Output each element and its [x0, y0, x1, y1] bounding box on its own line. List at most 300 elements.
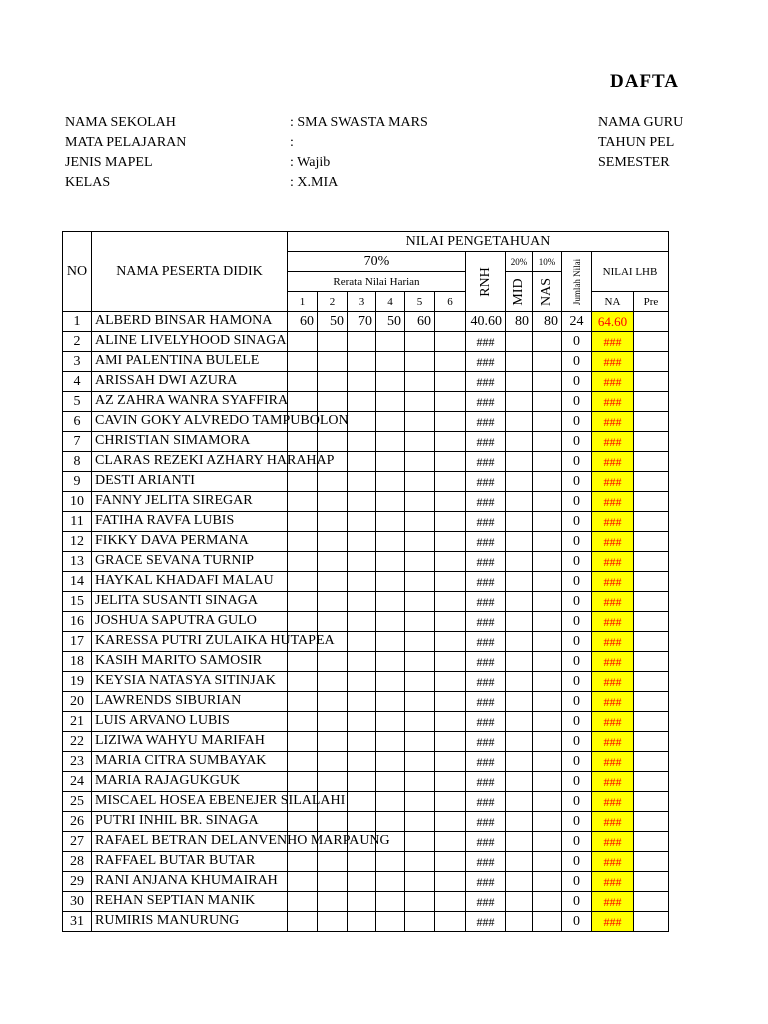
- cell-harian-4: [376, 872, 405, 892]
- cell-harian-4: [376, 772, 405, 792]
- cell-no: 20: [63, 692, 92, 712]
- cell-no: 19: [63, 672, 92, 692]
- cell-pre: [634, 332, 669, 352]
- cell-pre: [634, 412, 669, 432]
- cell-harian-6: [435, 372, 466, 392]
- cell-no: 24: [63, 772, 92, 792]
- cell-harian-3: [348, 572, 376, 592]
- cell-name: [92, 312, 288, 332]
- table-row: [63, 812, 669, 832]
- cell-harian-3: [348, 732, 376, 752]
- cell-nas: [533, 592, 562, 612]
- cell-harian-6: [435, 572, 466, 592]
- cell-na: ###: [592, 912, 634, 932]
- cell-harian-3: [348, 692, 376, 712]
- cell-rnh: ###: [466, 872, 506, 892]
- cell-name: [92, 432, 288, 452]
- cell-no: 10: [63, 492, 92, 512]
- cell-na: ###: [592, 532, 634, 552]
- cell-harian-5: [405, 712, 435, 732]
- cell-harian-5: [405, 812, 435, 832]
- cell-harian-3: [348, 452, 376, 472]
- cell-rnh: ###: [466, 392, 506, 412]
- cell-harian-5: [405, 452, 435, 472]
- cell-harian-1: [288, 572, 318, 592]
- cell-harian-1: [288, 772, 318, 792]
- header-harian-1: 1: [288, 292, 318, 312]
- cell-na: ###: [592, 632, 634, 652]
- header-nas: [533, 272, 562, 312]
- cell-na: 64.60: [592, 312, 634, 332]
- table-row: [63, 892, 669, 912]
- table-row: [63, 472, 669, 492]
- cell-na: ###: [592, 592, 634, 612]
- cell-pre: [634, 672, 669, 692]
- cell-harian-2: [318, 592, 348, 612]
- grade-table: [62, 231, 669, 932]
- header-pct20: 20%: [506, 252, 533, 272]
- cell-harian-1: [288, 692, 318, 712]
- cell-name: [92, 652, 288, 672]
- cell-harian-3: [348, 432, 376, 452]
- cell-mid: [506, 892, 533, 912]
- cell-harian-3: [348, 612, 376, 632]
- header-harian-6: 6: [435, 292, 466, 312]
- cell-harian-3: [348, 592, 376, 612]
- cell-mid: [506, 832, 533, 852]
- cell-harian-6: [435, 752, 466, 772]
- cell-name: [92, 792, 346, 812]
- cell-pre: [634, 492, 669, 512]
- cell-jumlah: 0: [562, 812, 592, 832]
- table-row: [63, 612, 669, 632]
- cell-harian-6: [435, 692, 466, 712]
- cell-harian-4: [376, 392, 405, 412]
- cell-nas: 80: [533, 312, 562, 332]
- header-harian-2: 2: [318, 292, 348, 312]
- student-name: LIZIWA WAHYU MARIFAH: [95, 733, 265, 748]
- cell-rnh: ###: [466, 472, 506, 492]
- cell-rnh: 40.60: [466, 312, 506, 332]
- cell-harian-3: [348, 352, 376, 372]
- cell-na: ###: [592, 352, 634, 372]
- header-harian-4: 4: [376, 292, 405, 312]
- table-row: [63, 552, 669, 572]
- cell-harian-1: [288, 512, 318, 532]
- cell-harian-6: [435, 812, 466, 832]
- cell-harian-4: [376, 552, 405, 572]
- cell-harian-4: [376, 512, 405, 532]
- cell-harian-5: [405, 772, 435, 792]
- cell-pre: [634, 792, 669, 812]
- cell-harian-6: [435, 772, 466, 792]
- table-row: [63, 752, 669, 772]
- student-name: FIKKY DAVA PERMANA: [95, 533, 249, 548]
- cell-mid: [506, 432, 533, 452]
- cell-mid: [506, 452, 533, 472]
- cell-harian-5: 60: [405, 312, 435, 332]
- cell-jumlah: 24: [562, 312, 592, 332]
- cell-na: ###: [592, 772, 634, 792]
- cell-name: [92, 532, 288, 552]
- info-label: KELAS: [65, 175, 111, 190]
- cell-na: ###: [592, 692, 634, 712]
- cell-jumlah: 0: [562, 912, 592, 932]
- cell-harian-3: [348, 512, 376, 532]
- cell-harian-6: [435, 732, 466, 752]
- cell-harian-3: [348, 392, 376, 412]
- cell-harian-3: [348, 772, 376, 792]
- cell-harian-5: [405, 412, 435, 432]
- cell-na: ###: [592, 512, 634, 532]
- cell-rnh: ###: [466, 352, 506, 372]
- cell-na: ###: [592, 732, 634, 752]
- table-row: [63, 792, 669, 812]
- student-name: MISCAEL HOSEA EBENEJER SILALAHI: [95, 793, 346, 808]
- cell-pre: [634, 812, 669, 832]
- cell-no: 25: [63, 792, 92, 812]
- cell-harian-4: 50: [376, 312, 405, 332]
- info-label: MATA PELAJARAN: [65, 135, 187, 150]
- cell-no: 30: [63, 892, 92, 912]
- cell-nas: [533, 412, 562, 432]
- info-value: :: [290, 135, 294, 150]
- header-na: NA: [592, 292, 634, 312]
- table-row: [63, 872, 669, 892]
- cell-jumlah: 0: [562, 392, 592, 412]
- cell-harian-4: [376, 892, 405, 912]
- cell-harian-5: [405, 572, 435, 592]
- student-name: FANNY JELITA SIREGAR: [95, 493, 253, 508]
- cell-harian-6: [435, 552, 466, 572]
- info-value: : Wajib: [290, 155, 331, 170]
- cell-pre: [634, 552, 669, 572]
- cell-harian-4: [376, 652, 405, 672]
- cell-harian-5: [405, 592, 435, 612]
- cell-pre: [634, 472, 669, 492]
- cell-rnh: ###: [466, 552, 506, 572]
- cell-harian-4: [376, 732, 405, 752]
- cell-harian-1: [288, 652, 318, 672]
- table-row: [63, 672, 669, 692]
- table-row: [63, 452, 669, 472]
- student-name: CAVIN GOKY ALVREDO TAMPUBOLON: [95, 413, 349, 428]
- table-row: [63, 332, 669, 352]
- cell-no: 28: [63, 852, 92, 872]
- student-name: PUTRI INHIL BR. SINAGA: [95, 813, 259, 828]
- cell-rnh: ###: [466, 372, 506, 392]
- cell-harian-6: [435, 312, 466, 332]
- cell-harian-5: [405, 872, 435, 892]
- header-pct10: 10%: [533, 252, 562, 272]
- cell-harian-4: [376, 432, 405, 452]
- cell-no: 9: [63, 472, 92, 492]
- cell-jumlah: 0: [562, 452, 592, 472]
- cell-harian-2: [318, 692, 348, 712]
- cell-na: ###: [592, 572, 634, 592]
- cell-harian-3: [348, 492, 376, 512]
- table-row: [63, 832, 669, 852]
- cell-no: 26: [63, 812, 92, 832]
- cell-na: ###: [592, 752, 634, 772]
- cell-harian-2: [318, 532, 348, 552]
- header-jumlah-label: Jumlah Nilai: [571, 258, 582, 305]
- header-harian-3: 3: [348, 292, 376, 312]
- cell-nas: [533, 832, 562, 852]
- student-name: JOSHUA SAPUTRA GULO: [95, 613, 257, 628]
- cell-harian-2: [318, 552, 348, 572]
- cell-pre: [634, 532, 669, 552]
- cell-pre: [634, 652, 669, 672]
- header-mid: [506, 272, 533, 312]
- student-name: ALINE LIVELYHOOD SINAGA: [95, 333, 287, 348]
- cell-harian-1: [288, 492, 318, 512]
- cell-name: [92, 332, 288, 352]
- header-pct70: 70%: [288, 252, 466, 272]
- cell-jumlah: 0: [562, 512, 592, 532]
- student-name: RANI ANJANA KHUMAIRAH: [95, 873, 278, 888]
- cell-harian-1: [288, 872, 318, 892]
- student-name: CLARAS REZEKI AZHARY HARAHAP: [95, 453, 335, 468]
- cell-rnh: ###: [466, 812, 506, 832]
- cell-name: [92, 352, 288, 372]
- cell-mid: [506, 372, 533, 392]
- cell-no: 4: [63, 372, 92, 392]
- cell-harian-5: [405, 512, 435, 532]
- cell-mid: 80: [506, 312, 533, 332]
- cell-harian-4: [376, 912, 405, 932]
- cell-nas: [533, 652, 562, 672]
- cell-na: ###: [592, 412, 634, 432]
- cell-nas: [533, 452, 562, 472]
- cell-harian-6: [435, 412, 466, 432]
- cell-na: ###: [592, 372, 634, 392]
- cell-harian-1: [288, 752, 318, 772]
- cell-harian-4: [376, 592, 405, 612]
- cell-na: ###: [592, 852, 634, 872]
- student-name: JELITA SUSANTI SINAGA: [95, 593, 258, 608]
- cell-rnh: ###: [466, 632, 506, 652]
- cell-pre: [634, 732, 669, 752]
- cell-harian-4: [376, 792, 405, 812]
- cell-harian-3: [348, 472, 376, 492]
- cell-rnh: ###: [466, 512, 506, 532]
- cell-harian-5: [405, 532, 435, 552]
- cell-mid: [506, 552, 533, 572]
- cell-na: ###: [592, 652, 634, 672]
- cell-harian-1: [288, 712, 318, 732]
- header-no: NO: [63, 232, 92, 312]
- cell-nas: [533, 712, 562, 732]
- cell-nas: [533, 772, 562, 792]
- cell-no: 14: [63, 572, 92, 592]
- cell-harian-6: [435, 892, 466, 912]
- cell-nas: [533, 432, 562, 452]
- cell-harian-3: [348, 372, 376, 392]
- cell-harian-6: [435, 712, 466, 732]
- student-name: AMI PALENTINA BULELE: [95, 353, 260, 368]
- cell-harian-3: [348, 332, 376, 352]
- cell-harian-1: [288, 852, 318, 872]
- cell-mid: [506, 472, 533, 492]
- header-jumlah: [562, 252, 592, 312]
- header-nilai-pengetahuan: NILAI PENGETAHUAN: [288, 232, 669, 252]
- cell-harian-5: [405, 492, 435, 512]
- cell-harian-4: [376, 372, 405, 392]
- cell-jumlah: 0: [562, 652, 592, 672]
- cell-mid: [506, 912, 533, 932]
- cell-harian-1: [288, 552, 318, 572]
- student-name: KEYSIA NATASYA SITINJAK: [95, 673, 276, 688]
- cell-harian-4: [376, 492, 405, 512]
- cell-mid: [506, 712, 533, 732]
- cell-name: [92, 392, 288, 412]
- cell-name: [92, 372, 288, 392]
- cell-name: [92, 912, 288, 932]
- cell-rnh: ###: [466, 452, 506, 472]
- cell-harian-5: [405, 692, 435, 712]
- cell-mid: [506, 612, 533, 632]
- cell-na: ###: [592, 892, 634, 912]
- cell-name: [92, 492, 288, 512]
- cell-pre: [634, 692, 669, 712]
- cell-name: [92, 872, 288, 892]
- cell-harian-4: [376, 692, 405, 712]
- student-name: ARISSAH DWI AZURA: [95, 373, 238, 388]
- info-label: JENIS MAPEL: [65, 155, 153, 170]
- cell-harian-5: [405, 832, 435, 852]
- cell-nas: [533, 792, 562, 812]
- cell-nas: [533, 752, 562, 772]
- cell-harian-3: [348, 552, 376, 572]
- cell-harian-5: [405, 372, 435, 392]
- cell-nas: [533, 692, 562, 712]
- cell-na: ###: [592, 432, 634, 452]
- cell-rnh: ###: [466, 752, 506, 772]
- cell-rnh: ###: [466, 492, 506, 512]
- table-row: [63, 912, 669, 932]
- cell-rnh: ###: [466, 412, 506, 432]
- cell-harian-2: [318, 392, 348, 412]
- cell-na: ###: [592, 332, 634, 352]
- cell-rnh: ###: [466, 772, 506, 792]
- header-rnh-label: RNH: [477, 266, 493, 297]
- cell-harian-6: [435, 832, 466, 852]
- cell-harian-6: [435, 532, 466, 552]
- student-name: DESTI ARIANTI: [95, 473, 195, 488]
- cell-harian-3: [348, 412, 376, 432]
- cell-no: 18: [63, 652, 92, 672]
- cell-harian-4: [376, 632, 405, 652]
- cell-harian-3: [348, 892, 376, 912]
- cell-jumlah: 0: [562, 352, 592, 372]
- cell-pre: [634, 912, 669, 932]
- cell-harian-5: [405, 672, 435, 692]
- table-body: [63, 312, 669, 932]
- cell-jumlah: 0: [562, 432, 592, 452]
- cell-nas: [533, 352, 562, 372]
- cell-harian-5: [405, 432, 435, 452]
- cell-nas: [533, 372, 562, 392]
- cell-pre: [634, 592, 669, 612]
- cell-rnh: ###: [466, 832, 506, 852]
- cell-harian-6: [435, 472, 466, 492]
- header-mid-label: MID: [511, 277, 526, 306]
- cell-pre: [634, 452, 669, 472]
- cell-harian-3: [348, 652, 376, 672]
- cell-harian-4: [376, 572, 405, 592]
- student-name: MARIA RAJAGUKGUK: [95, 773, 241, 788]
- document-title: DAFTA: [610, 71, 680, 92]
- cell-harian-3: [348, 752, 376, 772]
- cell-rnh: ###: [466, 652, 506, 672]
- student-name: LAWRENDS SIBURIAN: [95, 693, 242, 708]
- cell-no: 21: [63, 712, 92, 732]
- cell-nas: [533, 852, 562, 872]
- cell-harian-2: [318, 492, 348, 512]
- cell-mid: [506, 852, 533, 872]
- cell-harian-5: [405, 472, 435, 492]
- cell-harian-6: [435, 612, 466, 632]
- student-name: REHAN SEPTIAN MANIK: [95, 893, 256, 908]
- cell-nas: [533, 892, 562, 912]
- cell-harian-6: [435, 512, 466, 532]
- cell-name: [92, 812, 288, 832]
- cell-harian-1: [288, 672, 318, 692]
- cell-mid: [506, 812, 533, 832]
- cell-harian-1: [288, 612, 318, 632]
- cell-harian-2: [318, 912, 348, 932]
- cell-mid: [506, 752, 533, 772]
- cell-no: 11: [63, 512, 92, 532]
- cell-harian-5: [405, 332, 435, 352]
- cell-name: [92, 692, 288, 712]
- cell-no: 1: [63, 312, 92, 332]
- cell-harian-4: [376, 612, 405, 632]
- cell-no: 23: [63, 752, 92, 772]
- cell-harian-6: [435, 352, 466, 372]
- cell-mid: [506, 332, 533, 352]
- cell-harian-5: [405, 852, 435, 872]
- cell-pre: [634, 712, 669, 732]
- cell-harian-6: [435, 652, 466, 672]
- table-header: [63, 232, 669, 312]
- cell-jumlah: 0: [562, 872, 592, 892]
- cell-harian-3: [348, 532, 376, 552]
- cell-rnh: ###: [466, 892, 506, 912]
- cell-mid: [506, 772, 533, 792]
- cell-no: 13: [63, 552, 92, 572]
- cell-mid: [506, 732, 533, 752]
- cell-harian-5: [405, 352, 435, 372]
- cell-harian-5: [405, 652, 435, 672]
- cell-name: [92, 452, 335, 472]
- cell-mid: [506, 572, 533, 592]
- cell-name: [92, 472, 288, 492]
- cell-nas: [533, 672, 562, 692]
- cell-harian-2: [318, 352, 348, 372]
- cell-rnh: ###: [466, 592, 506, 612]
- info-value: : SMA SWASTA MARS: [290, 115, 428, 130]
- cell-mid: [506, 652, 533, 672]
- cell-harian-5: [405, 912, 435, 932]
- cell-no: 15: [63, 592, 92, 612]
- cell-rnh: ###: [466, 332, 506, 352]
- cell-pre: [634, 892, 669, 912]
- cell-na: ###: [592, 792, 634, 812]
- cell-harian-5: [405, 552, 435, 572]
- cell-mid: [506, 392, 533, 412]
